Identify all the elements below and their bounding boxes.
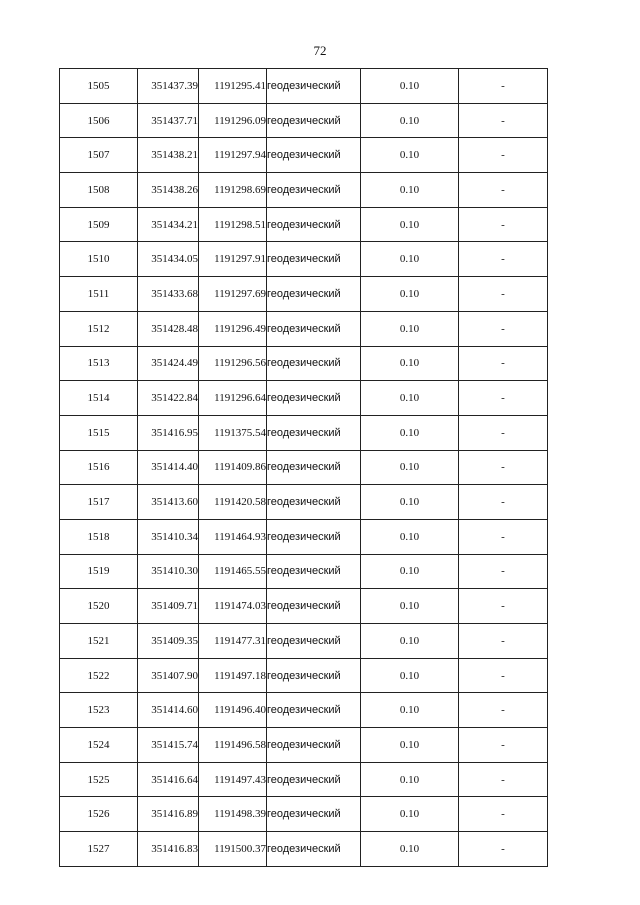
- coordinate-y-cell: 1191420.58: [199, 485, 267, 520]
- accuracy-cell: 0.10: [361, 485, 459, 520]
- coordinate-x-cell: 351438.26: [138, 173, 199, 208]
- method-cell: геодезический: [267, 311, 361, 346]
- coordinate-x-cell: 351437.71: [138, 103, 199, 138]
- coordinate-x-cell: 351409.71: [138, 589, 199, 624]
- note-cell: -: [459, 242, 548, 277]
- coordinate-x-cell: 351410.34: [138, 519, 199, 554]
- method-cell: геодезический: [267, 519, 361, 554]
- method-cell: геодезический: [267, 797, 361, 832]
- coordinate-y-cell: 1191296.49: [199, 311, 267, 346]
- accuracy-cell: 0.10: [361, 103, 459, 138]
- coordinate-y-cell: 1191297.91: [199, 242, 267, 277]
- accuracy-cell: 0.10: [361, 658, 459, 693]
- note-cell: -: [459, 554, 548, 589]
- accuracy-cell: 0.10: [361, 242, 459, 277]
- method-cell: геодезический: [267, 103, 361, 138]
- table-row: [60, 69, 548, 104]
- method-cell: геодезический: [267, 207, 361, 242]
- coordinate-y-cell: 1191496.58: [199, 728, 267, 763]
- table-row: [60, 797, 548, 832]
- note-cell: -: [459, 207, 548, 242]
- accuracy-cell: 0.10: [361, 69, 459, 104]
- coordinate-y-cell: 1191477.31: [199, 624, 267, 659]
- coordinate-y-cell: 1191297.94: [199, 138, 267, 173]
- table-row: [60, 728, 548, 763]
- note-cell: -: [459, 138, 548, 173]
- coordinate-y-cell: 1191497.18: [199, 658, 267, 693]
- accuracy-cell: 0.10: [361, 207, 459, 242]
- accuracy-cell: 0.10: [361, 277, 459, 312]
- method-cell: геодезический: [267, 381, 361, 416]
- coordinates-table: [59, 68, 548, 867]
- point-number-cell: 1509: [60, 207, 138, 242]
- table-row: [60, 103, 548, 138]
- note-cell: -: [459, 69, 548, 104]
- table-row: [60, 450, 548, 485]
- method-cell: геодезический: [267, 728, 361, 763]
- table-row: [60, 832, 548, 867]
- table-row: [60, 485, 548, 520]
- table-row: [60, 415, 548, 450]
- coordinate-y-cell: 1191498.39: [199, 797, 267, 832]
- table-row: [60, 311, 548, 346]
- table-row: [60, 381, 548, 416]
- point-number-cell: 1507: [60, 138, 138, 173]
- coordinate-y-cell: 1191296.09: [199, 103, 267, 138]
- coordinate-x-cell: 351410.30: [138, 554, 199, 589]
- table-row: [60, 762, 548, 797]
- point-number-cell: 1519: [60, 554, 138, 589]
- coordinate-y-cell: 1191474.03: [199, 589, 267, 624]
- table-row: [60, 346, 548, 381]
- note-cell: -: [459, 415, 548, 450]
- accuracy-cell: 0.10: [361, 311, 459, 346]
- method-cell: геодезический: [267, 277, 361, 312]
- table-row: [60, 277, 548, 312]
- method-cell: геодезический: [267, 762, 361, 797]
- method-cell: геодезический: [267, 693, 361, 728]
- coordinate-x-cell: 351415.74: [138, 728, 199, 763]
- coordinate-x-cell: 351416.83: [138, 832, 199, 867]
- coordinate-x-cell: 351438.21: [138, 138, 199, 173]
- page-number: 72: [313, 43, 327, 58]
- point-number-cell: 1524: [60, 728, 138, 763]
- table-row: [60, 519, 548, 554]
- point-number-cell: 1525: [60, 762, 138, 797]
- accuracy-cell: 0.10: [361, 173, 459, 208]
- table-row: [60, 207, 548, 242]
- accuracy-cell: 0.10: [361, 832, 459, 867]
- note-cell: -: [459, 658, 548, 693]
- note-cell: -: [459, 485, 548, 520]
- coordinates-table-body: [60, 69, 548, 867]
- coordinate-x-cell: 351424.49: [138, 346, 199, 381]
- point-number-cell: 1527: [60, 832, 138, 867]
- coordinate-y-cell: 1191500.37: [199, 832, 267, 867]
- accuracy-cell: 0.10: [361, 797, 459, 832]
- point-number-cell: 1520: [60, 589, 138, 624]
- coordinate-y-cell: 1191295.41: [199, 69, 267, 104]
- note-cell: -: [459, 832, 548, 867]
- accuracy-cell: 0.10: [361, 589, 459, 624]
- accuracy-cell: 0.10: [361, 450, 459, 485]
- coordinate-x-cell: 351414.60: [138, 693, 199, 728]
- table-row: [60, 554, 548, 589]
- note-cell: -: [459, 797, 548, 832]
- note-cell: -: [459, 728, 548, 763]
- coordinate-y-cell: 1191497.43: [199, 762, 267, 797]
- point-number-cell: 1508: [60, 173, 138, 208]
- coordinate-x-cell: 351422.84: [138, 381, 199, 416]
- accuracy-cell: 0.10: [361, 762, 459, 797]
- method-cell: геодезический: [267, 173, 361, 208]
- method-cell: геодезический: [267, 69, 361, 104]
- note-cell: -: [459, 693, 548, 728]
- method-cell: геодезический: [267, 658, 361, 693]
- coordinate-x-cell: 351414.40: [138, 450, 199, 485]
- method-cell: геодезический: [267, 242, 361, 277]
- point-number-cell: 1518: [60, 519, 138, 554]
- accuracy-cell: 0.10: [361, 624, 459, 659]
- coordinate-x-cell: 351437.39: [138, 69, 199, 104]
- table-row: [60, 658, 548, 693]
- coordinate-y-cell: 1191298.69: [199, 173, 267, 208]
- coordinate-x-cell: 351416.89: [138, 797, 199, 832]
- note-cell: -: [459, 381, 548, 416]
- method-cell: геодезический: [267, 832, 361, 867]
- coordinate-y-cell: 1191296.56: [199, 346, 267, 381]
- point-number-cell: 1510: [60, 242, 138, 277]
- accuracy-cell: 0.10: [361, 381, 459, 416]
- coordinate-x-cell: 351416.95: [138, 415, 199, 450]
- table-row: [60, 589, 548, 624]
- point-number-cell: 1523: [60, 693, 138, 728]
- method-cell: геодезический: [267, 624, 361, 659]
- coordinate-x-cell: 351416.64: [138, 762, 199, 797]
- accuracy-cell: 0.10: [361, 415, 459, 450]
- point-number-cell: 1513: [60, 346, 138, 381]
- method-cell: геодезический: [267, 450, 361, 485]
- coordinate-y-cell: 1191296.64: [199, 381, 267, 416]
- coordinate-x-cell: 351407.90: [138, 658, 199, 693]
- coordinate-x-cell: 351433.68: [138, 277, 199, 312]
- point-number-cell: 1516: [60, 450, 138, 485]
- note-cell: -: [459, 173, 548, 208]
- note-cell: -: [459, 311, 548, 346]
- method-cell: геодезический: [267, 138, 361, 173]
- coordinate-x-cell: 351409.35: [138, 624, 199, 659]
- note-cell: -: [459, 277, 548, 312]
- note-cell: -: [459, 103, 548, 138]
- coordinate-y-cell: 1191297.69: [199, 277, 267, 312]
- point-number-cell: 1521: [60, 624, 138, 659]
- note-cell: -: [459, 624, 548, 659]
- coordinate-x-cell: 351434.05: [138, 242, 199, 277]
- accuracy-cell: 0.10: [361, 693, 459, 728]
- method-cell: геодезический: [267, 415, 361, 450]
- coordinate-y-cell: 1191409.86: [199, 450, 267, 485]
- note-cell: -: [459, 346, 548, 381]
- accuracy-cell: 0.10: [361, 346, 459, 381]
- method-cell: геодезический: [267, 554, 361, 589]
- point-number-cell: 1517: [60, 485, 138, 520]
- table-row: [60, 138, 548, 173]
- method-cell: геодезический: [267, 485, 361, 520]
- point-number-cell: 1512: [60, 311, 138, 346]
- coordinate-x-cell: 351413.60: [138, 485, 199, 520]
- table-row: [60, 624, 548, 659]
- point-number-cell: 1515: [60, 415, 138, 450]
- method-cell: геодезический: [267, 346, 361, 381]
- point-number-cell: 1526: [60, 797, 138, 832]
- accuracy-cell: 0.10: [361, 554, 459, 589]
- accuracy-cell: 0.10: [361, 138, 459, 173]
- coordinate-x-cell: 351428.48: [138, 311, 199, 346]
- accuracy-cell: 0.10: [361, 519, 459, 554]
- table-row: [60, 242, 548, 277]
- point-number-cell: 1522: [60, 658, 138, 693]
- coordinate-y-cell: 1191496.40: [199, 693, 267, 728]
- coordinate-x-cell: 351434.21: [138, 207, 199, 242]
- point-number-cell: 1511: [60, 277, 138, 312]
- coordinate-y-cell: 1191375.54: [199, 415, 267, 450]
- note-cell: -: [459, 450, 548, 485]
- point-number-cell: 1514: [60, 381, 138, 416]
- coordinate-y-cell: 1191465.55: [199, 554, 267, 589]
- note-cell: -: [459, 762, 548, 797]
- note-cell: -: [459, 519, 548, 554]
- coordinate-y-cell: 1191298.51: [199, 207, 267, 242]
- point-number-cell: 1506: [60, 103, 138, 138]
- table-row: [60, 693, 548, 728]
- method-cell: геодезический: [267, 589, 361, 624]
- point-number-cell: 1505: [60, 69, 138, 104]
- note-cell: -: [459, 589, 548, 624]
- accuracy-cell: 0.10: [361, 728, 459, 763]
- coordinate-y-cell: 1191464.93: [199, 519, 267, 554]
- table-row: [60, 173, 548, 208]
